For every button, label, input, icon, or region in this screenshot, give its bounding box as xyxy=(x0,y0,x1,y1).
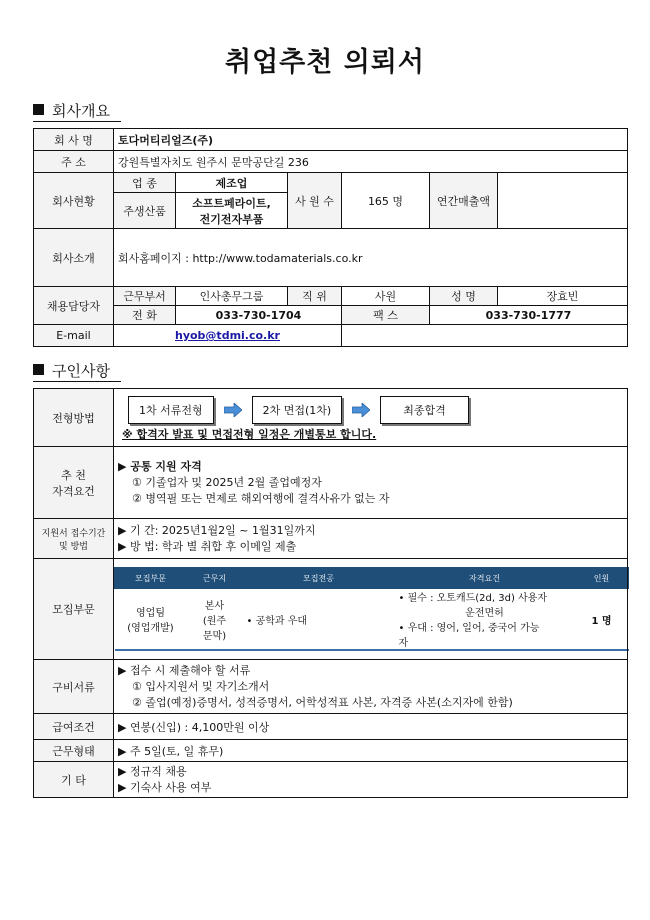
status-label: 회사현황 xyxy=(34,173,114,229)
qualification-title: ▶ 공통 지원 자격 xyxy=(118,459,202,473)
etc-cell xyxy=(114,762,628,798)
documents-cell xyxy=(114,660,628,714)
label-line: 자격요건 xyxy=(52,484,95,498)
cell-line: (영업개발) xyxy=(127,623,174,634)
sales-label: 연간매출액 xyxy=(430,173,498,229)
employees-label: 사 원 수 xyxy=(288,173,342,229)
email-link[interactable]: hyob@tdmi.co.kr xyxy=(114,325,342,347)
contact-label: 채용담당자 xyxy=(34,287,114,325)
label-line: 추 천 xyxy=(61,468,86,482)
email-empty-cell xyxy=(342,325,628,347)
product-line: 소프트페라이트, xyxy=(192,196,271,210)
product-value xyxy=(176,193,288,229)
qualification-cell xyxy=(114,447,628,519)
work-value: ▶ 주 5일(토, 일 휴무) xyxy=(114,740,628,762)
label-line: 지원서 접수기간 xyxy=(41,528,106,539)
etc-item: ▶ 기숙사 사용 여부 xyxy=(118,780,212,794)
cell-line: 운전면허 xyxy=(465,608,504,619)
cell-line: (원주 xyxy=(202,615,227,627)
cell-line: 영업팀 xyxy=(136,608,165,619)
salary-label: 급여조건 xyxy=(34,714,114,740)
person-name-label: 성 명 xyxy=(430,287,498,306)
process-step: 2차 면접(1차) xyxy=(252,396,343,424)
period-label xyxy=(34,519,114,559)
field-dept xyxy=(115,589,187,651)
section-label: 회사개요 xyxy=(52,102,110,120)
documents-item: ① 입사지원서 및 자기소개서 xyxy=(132,679,270,693)
process-label: 전형방법 xyxy=(34,389,114,447)
industry-value: 제조업 xyxy=(176,173,288,193)
process-note: ※ 합격자 발표 및 면접전형 일정은 개별통보 합니다. xyxy=(122,427,377,441)
period-item: ▶ 방 법: 학과 별 취합 후 이메일 제출 xyxy=(118,539,297,553)
tel-value: 033-730-1704 xyxy=(176,306,342,325)
field-header: 인원 xyxy=(575,568,629,589)
sales-value xyxy=(498,173,628,229)
process-flow xyxy=(128,396,623,424)
qualification-item: ② 병역필 또는 면제로 해외여행에 결격사유가 없는 자 xyxy=(132,491,390,505)
cell-line: • 우대 : 영어, 일어, 중국어 가능 xyxy=(398,623,540,634)
square-bullet-icon xyxy=(33,104,44,115)
dept-label: 근무부서 xyxy=(114,287,176,306)
field-header: 모집부문 xyxy=(115,568,187,589)
field-header: 모집전공 xyxy=(243,568,395,589)
documents-item: ② 졸업(예정)증명서, 성적증명서, 어학성적표 사본, 자격증 사본(소지자에 한함) xyxy=(132,695,513,709)
section-label: 구인사항 xyxy=(52,362,110,380)
company-table xyxy=(33,128,628,347)
process-step: 1차 서류전형 xyxy=(128,396,214,424)
work-label: 근무형태 xyxy=(34,740,114,762)
address-label: 주 소 xyxy=(34,151,114,173)
qualification-item: ① 기졸업자 및 2025년 2월 졸업예정자 xyxy=(132,475,322,489)
position-label: 직 위 xyxy=(288,287,342,306)
cell-line: 본사 xyxy=(204,600,225,612)
field-cell xyxy=(114,559,628,660)
section-underline xyxy=(33,381,121,382)
company-name-label: 회 사 명 xyxy=(34,129,114,151)
recruit-table xyxy=(33,388,628,798)
industry-label: 업 종 xyxy=(114,173,176,193)
intro-label: 회사소개 xyxy=(34,229,114,287)
cell-line: 자 xyxy=(398,638,409,649)
field-table xyxy=(114,567,629,651)
field-header: 근무지 xyxy=(187,568,243,589)
documents-label: 구비서류 xyxy=(34,660,114,714)
email-label: E-mail xyxy=(34,325,114,347)
qualification-label xyxy=(34,447,114,519)
field-header: 자격요건 xyxy=(395,568,575,589)
section-underline xyxy=(33,121,121,122)
dept-value: 인사총무그룹 xyxy=(176,287,288,306)
fax-label: 팩 스 xyxy=(342,306,430,325)
square-bullet-icon xyxy=(33,364,44,375)
cell-line: 문막) xyxy=(202,630,227,642)
period-item: ▶ 기 간: 2025년1월2일 ~ 1월31일까지 xyxy=(118,523,316,537)
section-heading-recruit xyxy=(33,360,110,381)
arrow-right-icon xyxy=(224,403,242,417)
documents-title: ▶ 접수 시 제출해야 할 서류 xyxy=(118,663,251,677)
product-line: 전기전자부품 xyxy=(199,212,264,226)
field-location xyxy=(187,589,243,651)
etc-item: ▶ 정규직 채용 xyxy=(118,764,187,778)
company-intro: 회사홈페이지 : http://www.todamaterials.co.kr xyxy=(114,229,628,287)
product-label: 주생산품 xyxy=(114,193,176,229)
arrow-right-icon xyxy=(352,403,370,417)
tel-label: 전 화 xyxy=(114,306,176,325)
field-label: 모집부문 xyxy=(34,559,114,660)
process-cell xyxy=(114,389,628,447)
process-step: 최종합격 xyxy=(380,396,469,424)
field-major: • 공학과 우대 xyxy=(243,589,395,651)
period-cell xyxy=(114,519,628,559)
cell-line: • 필수 : 오토캐드(2d, 3d) 사용자 xyxy=(398,593,548,604)
field-requirements xyxy=(395,589,575,651)
employees-value: 165 명 xyxy=(342,173,430,229)
etc-label: 기 타 xyxy=(34,762,114,798)
person-name: 장효빈 xyxy=(498,287,628,306)
company-name: 토다머티리얼즈(주) xyxy=(114,129,628,151)
document-title: 취업추천 의뢰서 xyxy=(225,47,425,78)
label-line: 및 방법 xyxy=(59,541,88,552)
company-address: 강원특별자치도 원주시 문막공단길 236 xyxy=(114,151,628,173)
field-count: 1 명 xyxy=(575,589,629,651)
fax-value: 033-730-1777 xyxy=(430,306,628,325)
salary-value: ▶ 연봉(신입) : 4,100만원 이상 xyxy=(114,714,628,740)
section-heading-company xyxy=(33,100,110,121)
position-value: 사원 xyxy=(342,287,430,306)
